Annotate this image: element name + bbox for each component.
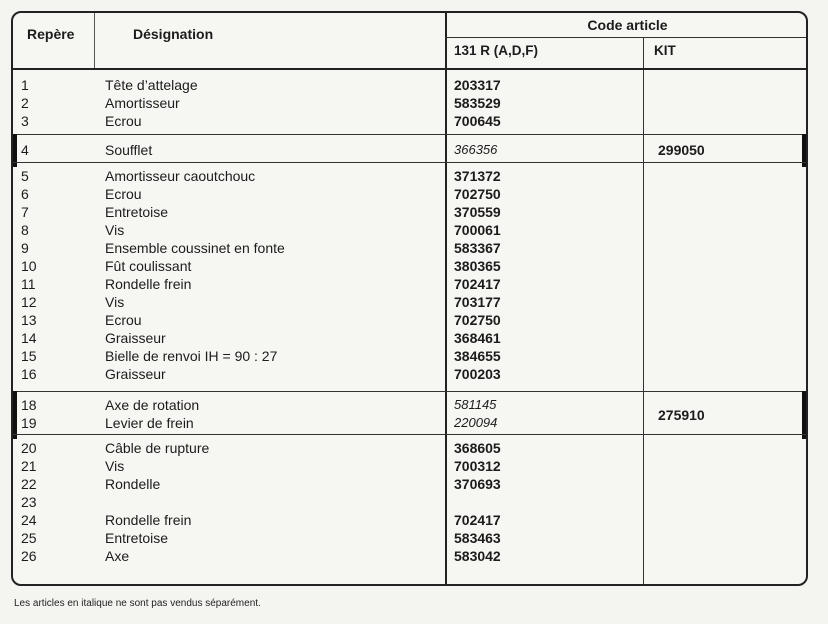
row-designation: Graisseur <box>105 366 166 382</box>
table-row <box>13 493 806 511</box>
row-designation: Câble de rupture <box>105 440 210 456</box>
row-code-131: 384655 <box>454 348 501 364</box>
table-row <box>13 257 806 275</box>
row-designation: Axe <box>105 548 130 564</box>
row-repere: 4 <box>21 142 29 158</box>
row-repere: 8 <box>21 222 29 238</box>
row-designation: Ensemble coussinet en fonte <box>105 240 285 256</box>
row-repere: 19 <box>21 415 37 431</box>
group-separator <box>13 391 806 392</box>
row-repere: 6 <box>21 186 29 202</box>
row-code-131: 583367 <box>454 240 501 256</box>
group-separator <box>13 162 806 163</box>
row-code-131: 380365 <box>454 258 501 274</box>
row-designation: Ecrou <box>105 186 142 202</box>
row-repere: 16 <box>21 366 37 382</box>
table-row <box>13 185 806 203</box>
row-repere: 7 <box>21 204 29 220</box>
row-code-131: 581145 <box>454 397 497 412</box>
row-repere: 5 <box>21 168 29 184</box>
row-code-131: 702417 <box>454 276 501 292</box>
table-row <box>13 511 806 529</box>
group-separator <box>13 434 806 435</box>
table-row <box>13 347 806 365</box>
row-kit-code: 299050 <box>658 142 705 158</box>
row-code-131: 368461 <box>454 330 501 346</box>
row-code-131: 583042 <box>454 548 501 564</box>
row-designation: Levier de frein <box>105 415 194 431</box>
table-row <box>13 167 806 185</box>
row-repere: 21 <box>21 458 37 474</box>
row-repere: 25 <box>21 530 37 546</box>
row-repere: 15 <box>21 348 37 364</box>
row-designation: Graisseur <box>105 330 166 346</box>
row-designation: Fût coulissant <box>105 258 192 274</box>
row-designation: Axe de rotation <box>105 397 200 413</box>
table-row <box>13 457 806 475</box>
row-repere: 22 <box>21 476 37 492</box>
row-group <box>13 139 806 162</box>
row-repere: 2 <box>21 95 29 111</box>
table-row <box>13 529 806 547</box>
row-designation: Vis <box>105 222 125 238</box>
header-repere: Repère <box>27 26 75 42</box>
row-code-131: 702750 <box>454 186 501 202</box>
row-repere: 13 <box>21 312 37 328</box>
row-code-131: 700645 <box>454 113 501 129</box>
row-code-131: 366356 <box>454 142 498 157</box>
table-row <box>13 439 806 457</box>
row-code-131: 700203 <box>454 366 501 382</box>
table-row <box>13 365 806 383</box>
row-repere: 26 <box>21 548 37 564</box>
row-designation: Tête d’attelage <box>105 77 198 93</box>
table-row <box>13 329 806 347</box>
row-code-131: 583463 <box>454 530 501 546</box>
table-row <box>13 547 806 565</box>
row-designation: Rondelle <box>105 476 161 492</box>
row-code-131: 203317 <box>454 77 501 93</box>
row-code-131: 583529 <box>454 95 501 111</box>
table-row <box>13 221 806 239</box>
row-code-131: 370693 <box>454 476 501 492</box>
table-row <box>13 76 806 94</box>
row-repere: 3 <box>21 113 29 129</box>
row-designation: Ecrou <box>105 113 142 129</box>
table-row <box>13 475 806 493</box>
row-repere: 9 <box>21 240 29 256</box>
row-code-131: 368605 <box>454 440 501 456</box>
row-code-131: 220094 <box>454 415 498 430</box>
row-designation: Rondelle frein <box>105 512 192 528</box>
header-code-article: Code article <box>587 17 668 33</box>
header-bottom-rule <box>13 68 806 70</box>
row-kit-code: 275910 <box>658 407 705 423</box>
row-code-131: 700061 <box>454 222 501 238</box>
row-code-131: 700312 <box>454 458 501 474</box>
row-code-131: 702417 <box>454 512 501 528</box>
row-designation: Bielle de renvoi IH = 90 : 27 <box>105 348 278 364</box>
row-designation: Amortisseur <box>105 95 180 111</box>
row-code-131: 703177 <box>454 294 501 310</box>
row-designation: Ecrou <box>105 312 142 328</box>
row-repere: 10 <box>21 258 37 274</box>
row-repere: 20 <box>21 440 37 456</box>
row-designation: Vis <box>105 294 125 310</box>
row-designation: Amortisseur caoutchouc <box>105 168 256 184</box>
row-code-131: 702750 <box>454 312 501 328</box>
row-repere: 11 <box>21 276 36 292</box>
table-row <box>13 293 806 311</box>
row-repere: 23 <box>21 494 37 510</box>
table-row <box>13 275 806 293</box>
row-repere: 24 <box>21 512 37 528</box>
row-repere: 18 <box>21 397 37 413</box>
row-group <box>13 76 806 134</box>
table-row <box>13 239 806 257</box>
row-code-131: 370559 <box>454 204 501 220</box>
header-col-131: 131 R (A,D,F) <box>454 43 539 58</box>
row-repere: 12 <box>21 294 37 310</box>
row-repere: 1 <box>21 77 29 93</box>
header-designation: Désignation <box>133 26 214 42</box>
row-designation: Rondelle frein <box>105 276 192 292</box>
table-row <box>13 203 806 221</box>
row-group <box>13 396 806 434</box>
group-separator <box>13 134 806 135</box>
row-designation: Entretoise <box>105 530 169 546</box>
header-col-kit: KIT <box>654 43 676 58</box>
row-group <box>13 439 806 586</box>
row-designation: Vis <box>105 458 125 474</box>
table-row <box>13 311 806 329</box>
row-code-131: 371372 <box>454 168 501 184</box>
row-group <box>13 167 806 391</box>
row-repere: 14 <box>21 330 37 346</box>
row-designation: Entretoise <box>105 204 169 220</box>
footnote: Les articles en italique ne sont pas vendus séparément. <box>14 598 261 609</box>
row-designation: Soufflet <box>105 142 153 158</box>
parts-table <box>11 11 808 586</box>
column-divider-repere <box>94 13 95 68</box>
table-row <box>13 94 806 112</box>
table-row <box>13 112 806 130</box>
header-subdivider <box>445 37 806 38</box>
